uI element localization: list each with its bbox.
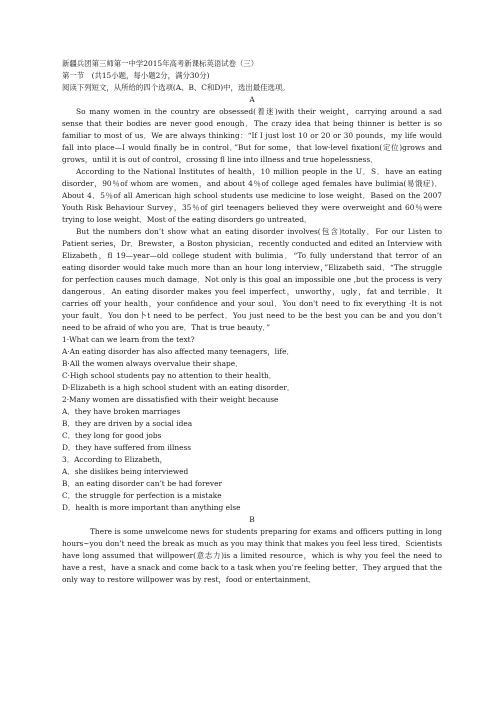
question-stem: 1·What can we learn from the text? [62,335,195,344]
exam-page [62,58,442,586]
answer-option[interactable]: D·Elizabeth is a high school student with an eating disorder． [62,383,295,392]
exam-title: 新疆兵团第三师第一中学2015年高考新课标英语试卷（三） [62,59,259,68]
answer-option[interactable]: B·All the women always overvalue their shape． [62,359,243,368]
question-stem: 3．According to Elizabeth， [62,455,168,464]
answer-option[interactable]: D．they have suffered from illness [62,443,192,452]
passage-a-paragraph-3: But the numbers don’t show what an eating disorder involves(包含)totally．For our Listen to Patient series，Dr．Brewster，a Boston physician，recently conducted and edited an Interview with Elizabeth，fl 19—year—old college student with bulimia．“To fully understand that terror of an eating disorder would take much more than an hour long interview，”Elizabeth said．“The struggle for perfection causes much damage．Not only is this goal an impossible one ,but the process is very dangerous．An eating disorder makes you feel imperfect，unworthy，ugly，fat and terrible．It carries off your health，your confidence and your soul．You don't need to fix everything ·It is not your fault．You don卜t need to be perfect．You just need to be the best you can be and you don’t need to be afraid of who you are．That is true beauty．” [62,227,442,332]
answer-option[interactable]: B．an eating disorder can’t be had forever [62,479,222,488]
answer-option[interactable]: B．they are driven by a social idea [62,419,193,428]
passage-b-label: B [249,515,255,524]
passage-a-label: A [249,95,255,104]
question-1 [62,334,442,394]
question-2 [62,394,442,454]
answer-option[interactable]: A·An eating disorder has also affected many teenagers，life． [62,347,294,356]
answer-option[interactable]: C．the struggle for perfection is a mistake [62,491,222,500]
answer-option[interactable]: C·High school students pay no attention to their health． [62,371,277,380]
passage-a-paragraph-2: According to the National Institutes of health，10 million people in the U．S．have an eating disorder，90％of whom are women，and about 4％of college aged females have bulimia(易饿症)．About 4．5％of all American high school students use medicine to lose weight．Based on the 2007 Youth Risk Behaviour Survey，35％of girl teenagers believed they were overweight and 60％were trying to lose weight．Most of the eating disorders go untreated． [62,167,442,224]
passage-a-paragraph-1: So many women in the country are obsessed(着迷)with their weight，carrying around a sad sense that their bodies are never good enough．The crazy idea that being thinner is better is so familiar to most of us．We are always thinking：“If I just lost 10 or 20 or 30 pounds，my life would fall into place—I would finally be in control．”But for some，that low-level fixation(定位)grows and grows，until it is out of control，crossing fl line into illness and true hopelessness． [62,107,442,164]
answer-option[interactable]: A．she dislikes being interviewed [62,467,189,476]
passage-b-paragraph-1: There is some unwelcome news for students preparing for exams and officers putting in long hours~you don’t need the break as much as you may think that makes you feel less tired．Scientists have long assumed that willpower(意志力)is a limited resource，which is why you feel the need to have a rest，have a snack and come back to a task when you’re feeling better．They argued that the only way to restore willpower was by rest，food or entertainment． [62,527,442,584]
answer-option[interactable]: C．they long for good jobs [62,431,162,440]
question-stem: 2·Many women are dissatisfied with their weight because [62,395,279,404]
answer-option[interactable]: A．they have broken marriages [62,407,181,416]
answer-option[interactable]: D．health is more important than anything else [62,503,241,512]
section-instruction: 阅读下列短文，从所给的四个选项(A、B、C和D)中，选出最佳选项。 [62,83,290,92]
section-heading: 第一节 (共15小题，每小题2分，满分30分) [62,71,210,80]
question-3 [62,454,442,514]
